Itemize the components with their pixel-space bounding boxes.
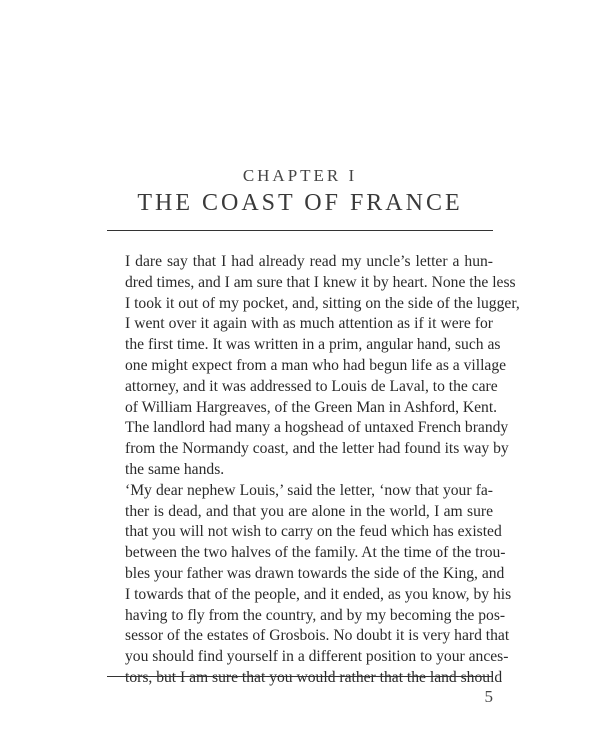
text-line: attorney, and it was addressed to Louis de Laval, to the care <box>125 377 498 395</box>
text-line: of William Hargreaves, of the Green Man in Ashford, Kent. <box>125 398 498 416</box>
text-line: tors, but I am sure that you would rather that the land should <box>125 668 503 686</box>
chapter-number: CHAPTER I <box>242 166 358 185</box>
text-line: dred times, and I am sure that I knew it by heart. None the less <box>125 273 516 291</box>
text-line: that you will not wish to carry on the feud which has existed <box>125 523 502 541</box>
page-number: 5 <box>484 687 493 706</box>
text-line: bles your father was drawn towards the side of the King, and <box>125 564 505 582</box>
text-line: I dare say that I had already read my uncle’s letter a hun- <box>125 253 493 270</box>
text-line: ‘My dear nephew Louis,’ said the letter, ‘now that your fa- <box>125 481 493 499</box>
paragraph-2 <box>107 481 512 689</box>
title-divider <box>107 230 493 231</box>
chapter-body <box>107 252 520 689</box>
text-line: the first time. It was written in a prim, angular hand, such as <box>125 336 501 354</box>
text-line: I went over it again with as much attention as if it were for <box>125 315 493 333</box>
text-line: between the two halves of the family. At the time of the trou- <box>125 544 506 562</box>
text-line: I took it out of my pocket, and, sitting on the side of the lugger, <box>125 294 520 312</box>
text-line: The landlord had many a hogshead of untaxed French brandy <box>125 419 509 437</box>
text-line: you should find yourself in a different position to your ances- <box>125 648 509 666</box>
text-line: ther is dead, and that you are alone in the world, I am sure <box>125 502 493 520</box>
footer-divider <box>107 676 493 677</box>
text-line: one might expect from a man who had begun life as a village <box>125 356 507 374</box>
text-line: having to fly from the country, and by my becoming the pos- <box>125 606 506 624</box>
text-line: I towards that of the people, and it ended, as you know, by his <box>125 585 512 603</box>
paragraph-1 <box>107 252 520 481</box>
text-line: the same hands. <box>125 460 225 478</box>
text-line: from the Normandy coast, and the letter had found its way by <box>125 440 509 458</box>
chapter-title: THE COAST OF FRANCE <box>137 190 463 216</box>
text-line: sessor of the estates of Grosbois. No doubt it is very hard that <box>125 627 510 645</box>
